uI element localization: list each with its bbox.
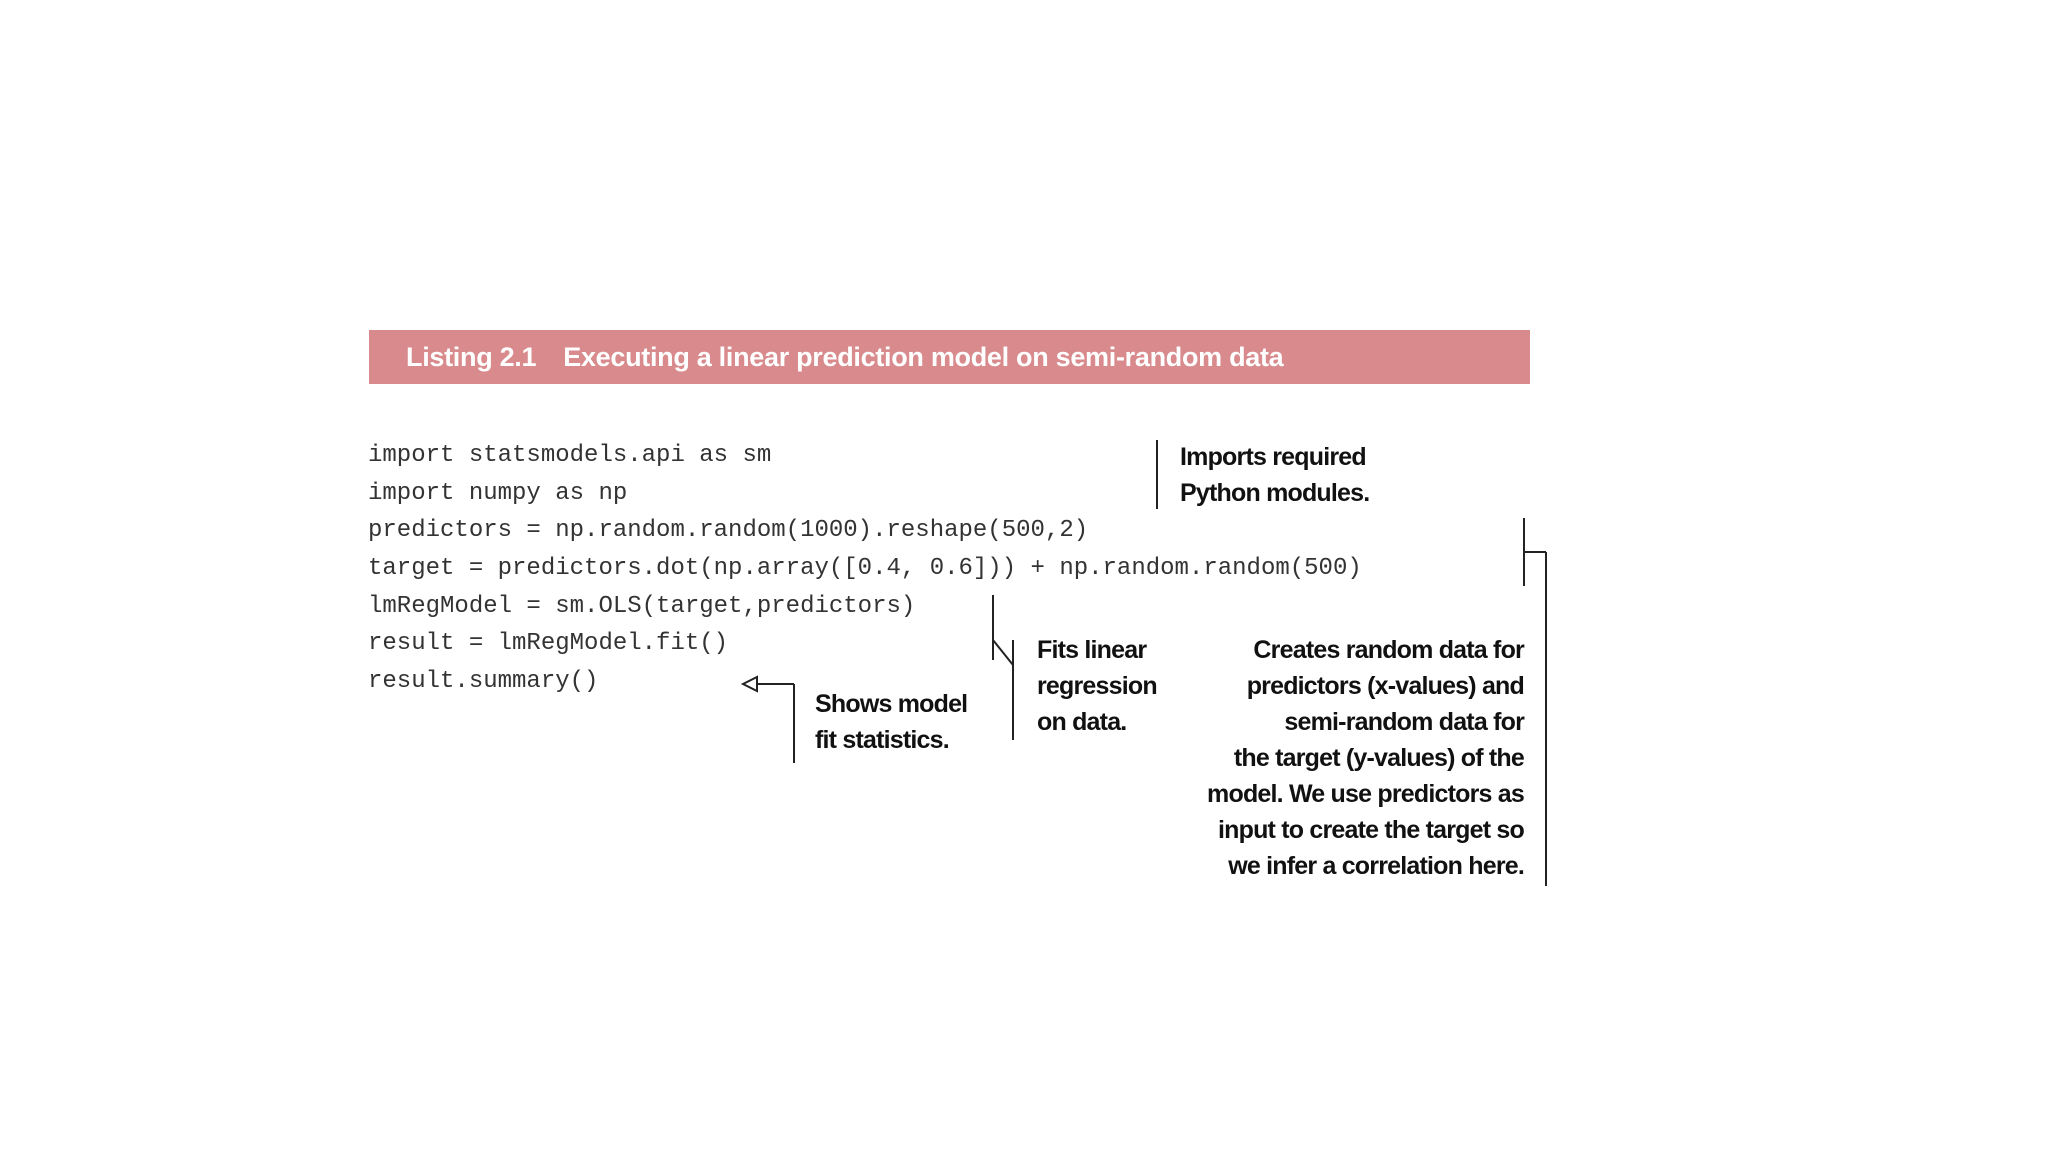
annotation-line: model. We use predictors as bbox=[1207, 780, 1524, 808]
annotation-line: Shows model bbox=[815, 690, 968, 718]
listing-number: Listing 2.1 bbox=[406, 341, 537, 372]
annotation-line: predictors (x-values) and bbox=[1246, 672, 1524, 700]
code-line: predictors = np.random.random(1000).reshape(500,2) bbox=[368, 517, 1089, 544]
annotation-line: Imports required bbox=[1180, 443, 1366, 471]
annotation-line: the target (y-values) of the bbox=[1233, 744, 1524, 772]
annotation-line: Fits linear bbox=[1037, 636, 1147, 664]
annotation-line: we infer a correlation here. bbox=[1228, 852, 1524, 880]
listing-title: Executing a linear prediction model on semi-random data bbox=[563, 341, 1284, 372]
annotation-line: input to create the target so bbox=[1217, 816, 1524, 844]
code-line: import statsmodels.api as sm bbox=[368, 442, 772, 469]
annotation-random-data bbox=[1170, 632, 1524, 884]
annotation-line: regression bbox=[1037, 672, 1157, 700]
code-line: target = predictors.dot(np.array([0.4, 0.6])) + np.random.random(500) bbox=[368, 555, 1362, 582]
annotation-line: Python modules. bbox=[1180, 479, 1370, 507]
annotation-line: on data. bbox=[1037, 708, 1127, 736]
code-line: result = lmRegModel.fit() bbox=[368, 630, 729, 657]
code-line: lmRegModel = sm.OLS(target,predictors) bbox=[368, 593, 916, 620]
annotation-line: semi-random data for bbox=[1284, 708, 1524, 736]
annotation-line: fit statistics. bbox=[815, 726, 949, 754]
code-line: import numpy as np bbox=[368, 480, 628, 507]
annotation-line: Creates random data for bbox=[1253, 636, 1524, 664]
code-line: result.summary() bbox=[368, 668, 599, 695]
